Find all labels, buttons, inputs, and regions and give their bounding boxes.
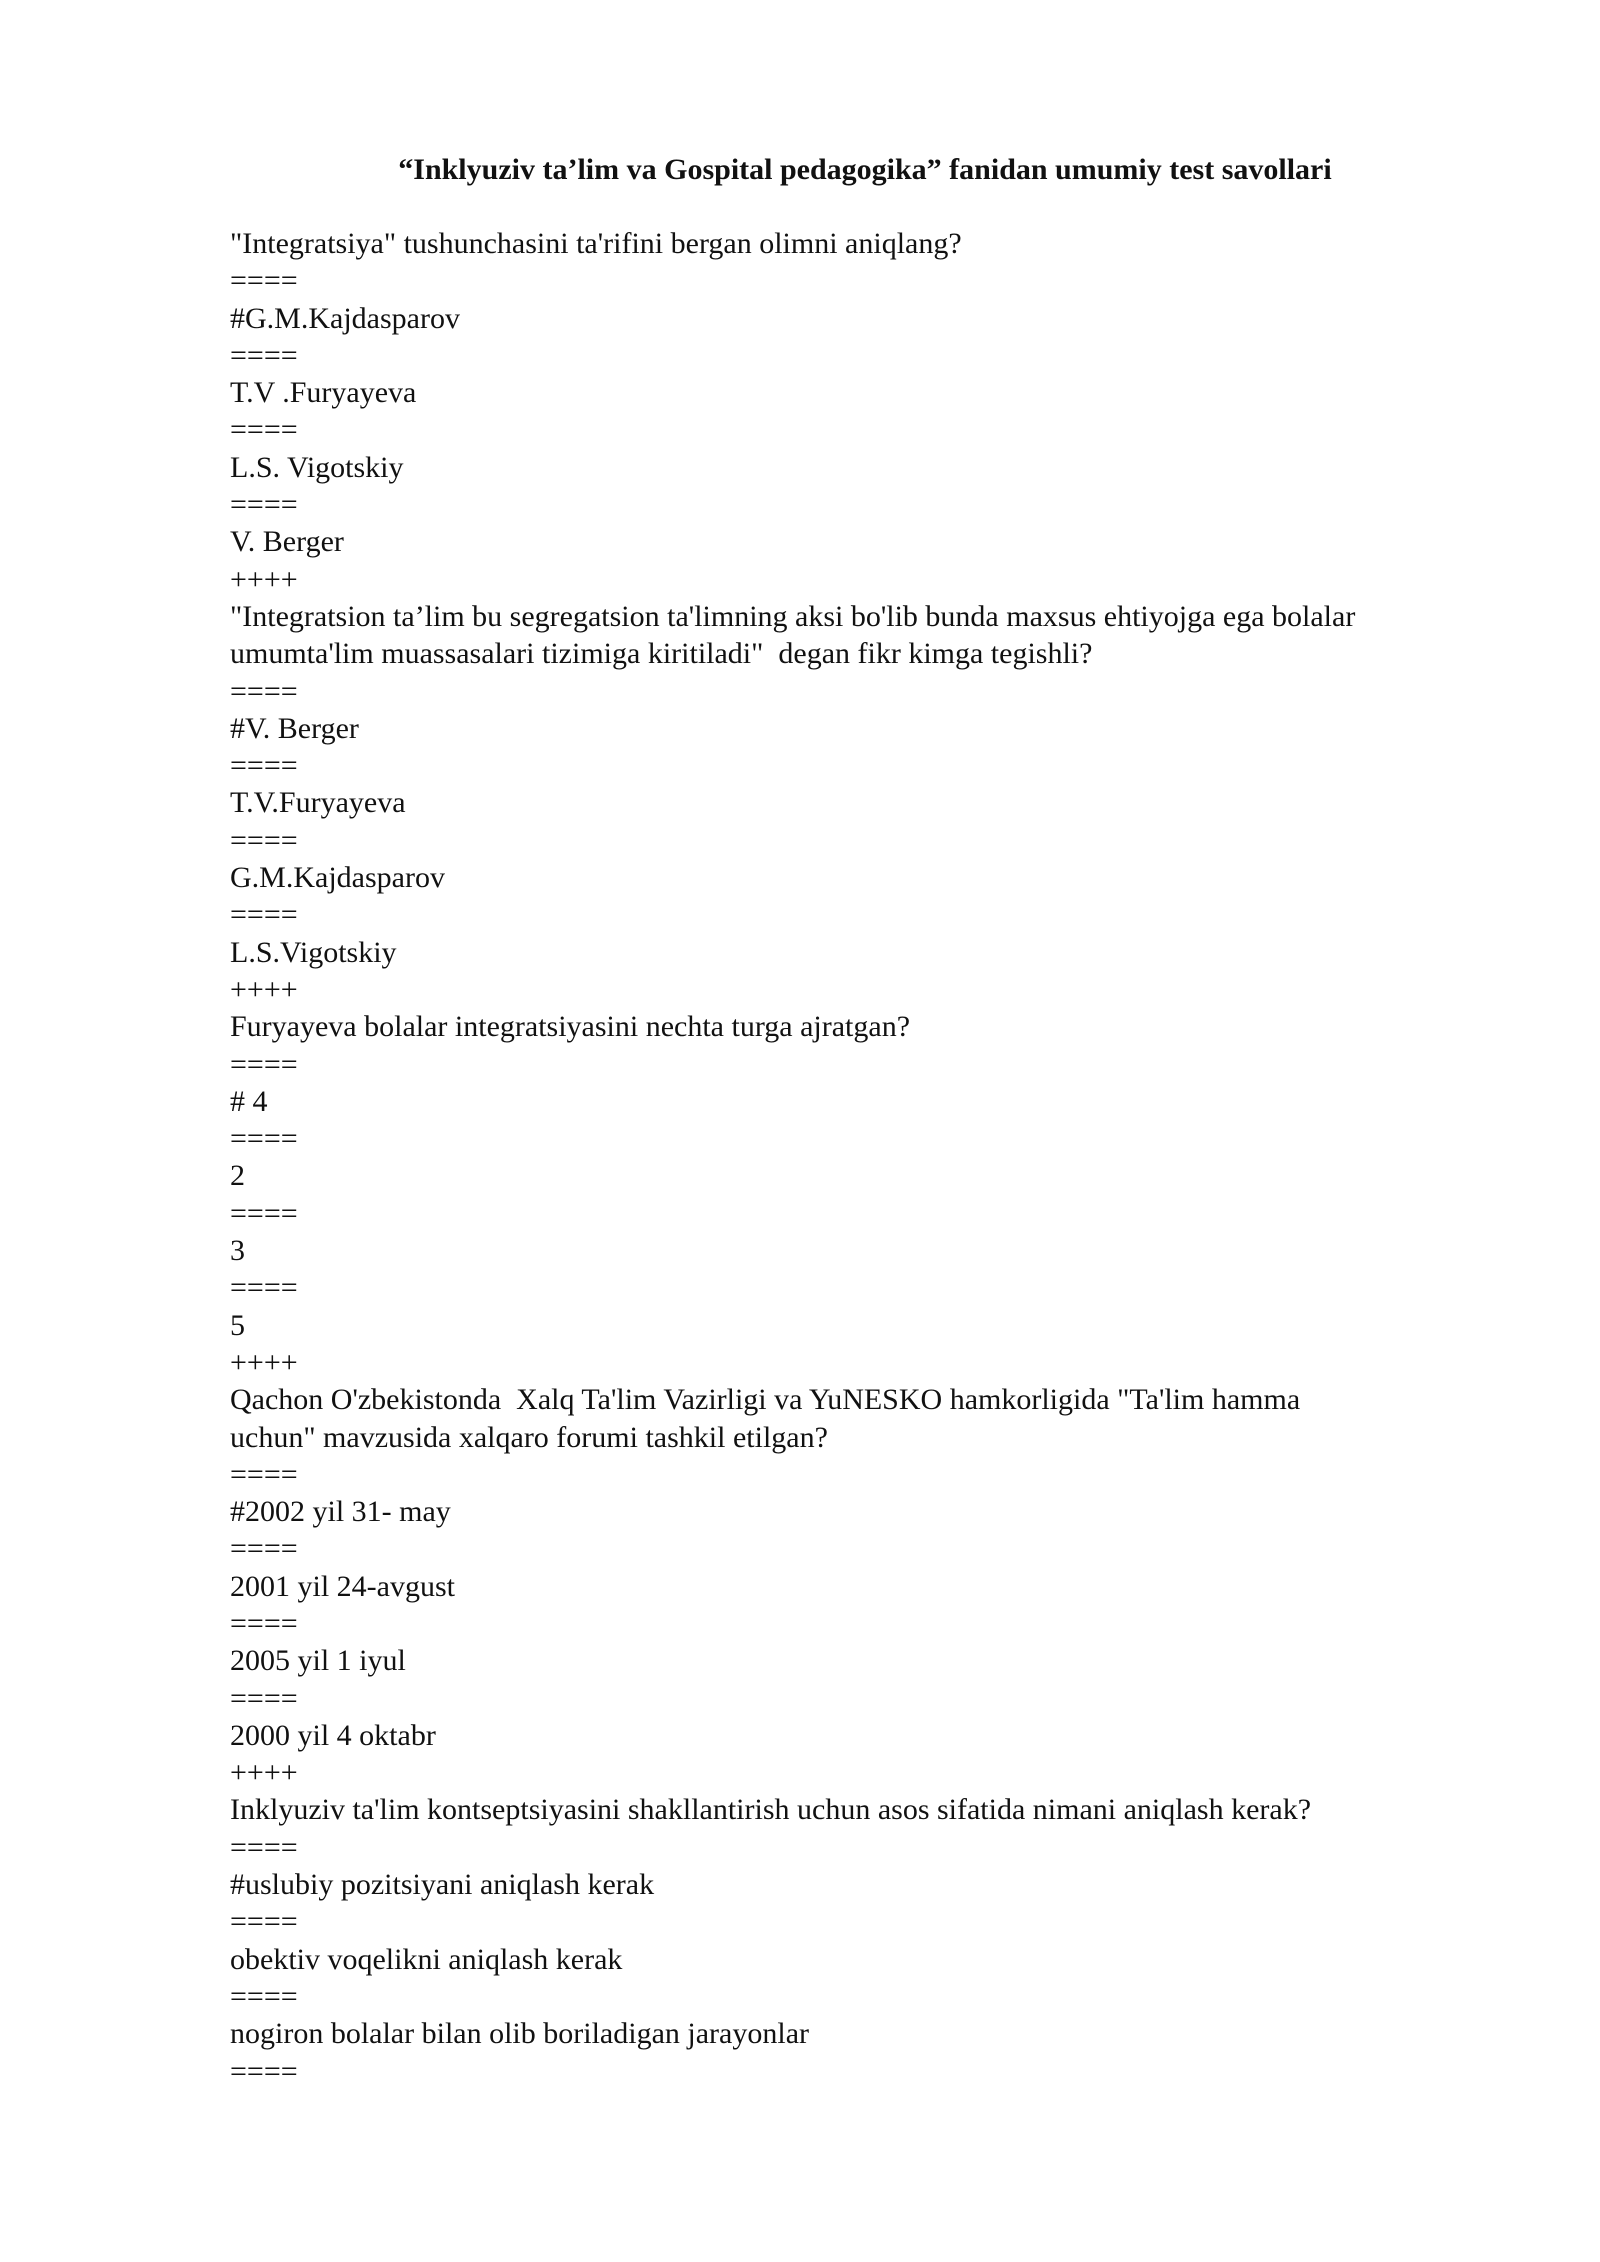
separator-line: ==== [230, 749, 298, 783]
separator-line: ==== [230, 674, 298, 708]
text-line: 2001 yil 24-avgust [230, 1569, 455, 1603]
separator-line: ==== [230, 1979, 298, 2013]
text-line: Qachon O'zbekistonda Xalq Ta'lim Vazirligi va YuNESKO hamkorligida "Ta'lim hamma [230, 1383, 1301, 1417]
separator-line: ==== [230, 488, 298, 522]
separator-line: ==== [230, 823, 298, 857]
separator-line: ==== [230, 1681, 298, 1715]
question-end-marker: ++++ [230, 972, 298, 1006]
text-line: "Integratsion ta’lim bu segregatsion ta'limning aksi bo'lib bunda maxsus ehtiyojga ega bolalar [230, 599, 1356, 633]
separator-line: ==== [230, 1830, 298, 1864]
text-line: 5 [230, 1308, 245, 1342]
separator-line: ==== [230, 1047, 298, 1081]
text-line: 2 [230, 1159, 245, 1193]
question-end-marker: ++++ [230, 562, 298, 596]
correct-answer-line: #uslubiy pozitsiyani aniqlash kerak [230, 1868, 655, 1902]
text-line: umumta'lim muassasalari tizimiga kiritiladi" degan fikr kimga tegishli? [230, 637, 1093, 671]
separator-line: ==== [230, 413, 298, 447]
separator-line: ==== [230, 1457, 298, 1491]
text-line: V. Berger [230, 525, 344, 559]
text-line: obektiv voqelikni aniqlash kerak [230, 1942, 623, 1976]
correct-answer-line: #G.M.Kajdasparov [230, 301, 460, 335]
text-line: T.V .Furyayeva [230, 376, 417, 410]
separator-line: ==== [230, 1606, 298, 1640]
separator-line: ==== [230, 898, 298, 932]
text-line: 2000 yil 4 oktabr [230, 1718, 436, 1752]
correct-answer-line: #2002 yil 31- may [230, 1495, 451, 1529]
separator-line: ==== [230, 264, 298, 298]
question-end-marker: ++++ [230, 1345, 298, 1379]
separator-line: ==== [230, 1122, 298, 1156]
document-body [230, 225, 1480, 2090]
separator-line: ==== [230, 2054, 298, 2088]
text-line: T.V.Furyayeva [230, 786, 406, 820]
text-line: Furyayeva bolalar integratsiyasini nechta turga ajratgan? [230, 1010, 911, 1044]
document-title: “Inklyuziv ta’lim va Gospital pedagogika” fanidan umumiy test savollari [398, 153, 1332, 186]
text-line: G.M.Kajdasparov [230, 861, 445, 895]
correct-answer-line: # 4 [230, 1084, 268, 1118]
separator-line: ==== [230, 1196, 298, 1230]
text-line: L.S. Vigotskiy [230, 450, 404, 484]
text-line: 2005 yil 1 iyul [230, 1644, 406, 1678]
separator-line: ==== [230, 338, 298, 372]
text-line: L.S.Vigotskiy [230, 935, 397, 969]
text-line: "Integratsiya" tushunchasini ta'rifini bergan olimni aniqlang? [230, 227, 962, 260]
separator-line: ==== [230, 1905, 298, 1939]
question-end-marker: ++++ [230, 1756, 298, 1790]
separator-line: ==== [230, 1271, 298, 1305]
separator-line: ==== [230, 1532, 298, 1566]
text-line: 3 [230, 1234, 245, 1268]
text-line: Inklyuziv ta'lim kontseptsiyasini shakllantirish uchun asos sifatida nimani aniqlash kerak? [230, 1793, 1312, 1827]
text-line: uchun" mavzusida xalqaro forumi tashkil etilgan? [230, 1420, 828, 1454]
text-line: nogiron bolalar bilan olib boriladigan jarayonlar [230, 2017, 809, 2051]
correct-answer-line: #V. Berger [230, 711, 359, 745]
